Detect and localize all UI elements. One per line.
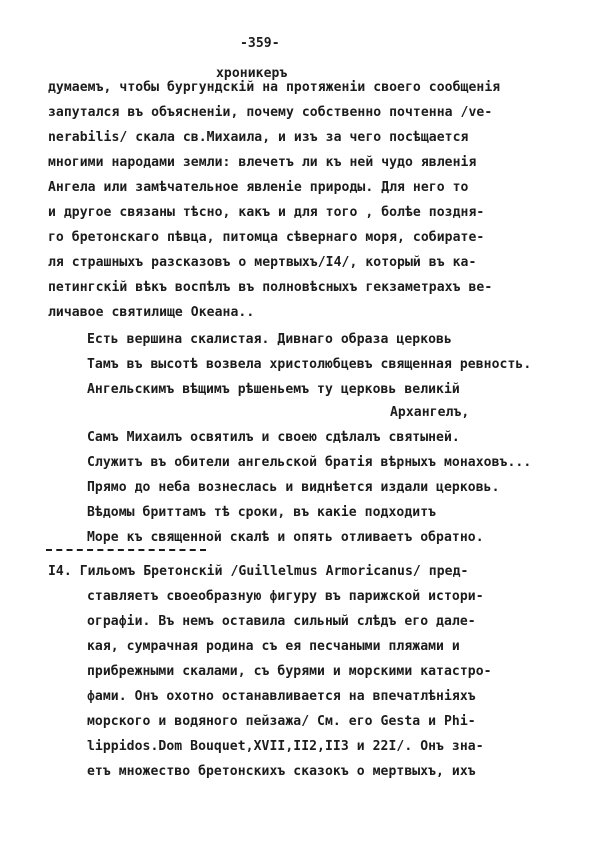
poem-line: Есть вершина скалистая. Дивнаго образа церковь (87, 332, 452, 347)
paragraph-line: ля страшныхъ разсказовъ о мертвыхъ/I4/, который въ ка- (48, 255, 477, 270)
footnote-separator (46, 549, 206, 551)
footnote-line: фами. Онъ охотно останавливается на впечатлѣніяхъ (87, 689, 476, 704)
poem-line: Архангелъ, (390, 405, 470, 420)
footnote-line: прибрежными скалами, съ бурями и морскими катастро- (87, 664, 492, 679)
poem-line: Тамъ въ высотѣ возвела христолюбцевъ священная ревность. (87, 357, 532, 372)
footnote-line: ставляетъ своеобразную фигуру въ парижской истори- (87, 589, 484, 604)
paragraph-line: запутался въ объясненіи, почему собственно почтенна /ve- (48, 105, 493, 120)
poem-line: Самъ Михаилъ освятилъ и своею сдѣлалъ святыней. (87, 430, 460, 445)
poem-line: Прямо до неба вознеслась и виднѣется издали церковь. (87, 480, 500, 495)
paragraph-line: и другое связаны тѣсно, какъ и для того , болѣе поздня- (48, 205, 485, 220)
poem-line: Море къ священной скалѣ и опять отливаетъ обратно. (87, 530, 484, 545)
paragraph-line: думаемъ, чтобы бургундскій на протяженіи своего сообщенія (48, 80, 501, 95)
poem-line: Ангельскимъ вѣщимъ рѣшеньемъ ту церковь великій (87, 382, 460, 397)
poem-line: Служитъ въ обители ангельской братія вѣрныхъ монаховъ... (87, 455, 532, 470)
footnote-line: морского и водяного пейзажа/ См. его Gesta и Phi- (87, 714, 476, 729)
paragraph-line: личавое святилище Океана.. (48, 305, 255, 320)
paragraph-line: nerabilis/ скала св.Михаила, и изъ за чего посѣщается (48, 130, 469, 145)
footnote-line: ографіи. Въ немъ оставила сильный слѣдъ его дале- (87, 614, 476, 629)
paragraph-line: Ангела или замѣчательное явленіе природы. Для него то (48, 180, 469, 195)
footnote-line: кая, сумрачная родина съ ея песчаными пляжами и (87, 639, 460, 654)
footnote-line: I4. Гильомъ Бретонскій /Guillelmus Armoricanus/ пред- (48, 564, 469, 579)
poem-line: Вѣдомы бриттамъ тѣ сроки, въ какіе подходитъ (87, 505, 437, 520)
paragraph-line: петингскій вѣкъ воспѣлъ въ полновѣсныхъ гекзаметрахъ ве- (48, 280, 493, 295)
page-number: -359- (240, 36, 280, 51)
handwritten-insertion: хроникеръ (216, 66, 288, 81)
paragraph-line: го бретонскаго пѣвца, питомца сѣвернаго моря, собирате- (48, 230, 485, 245)
paragraph-line: многими народами земли: влечетъ ли къ ней чудо явленія (48, 155, 477, 170)
footnote-line: етъ множество бретонскихъ сказокъ о мертвыхъ, ихъ (87, 764, 476, 779)
footnote-line: lippidos.Dom Bouquet,XVII,II2,II3 и 22I/. Онъ зна- (87, 739, 484, 754)
